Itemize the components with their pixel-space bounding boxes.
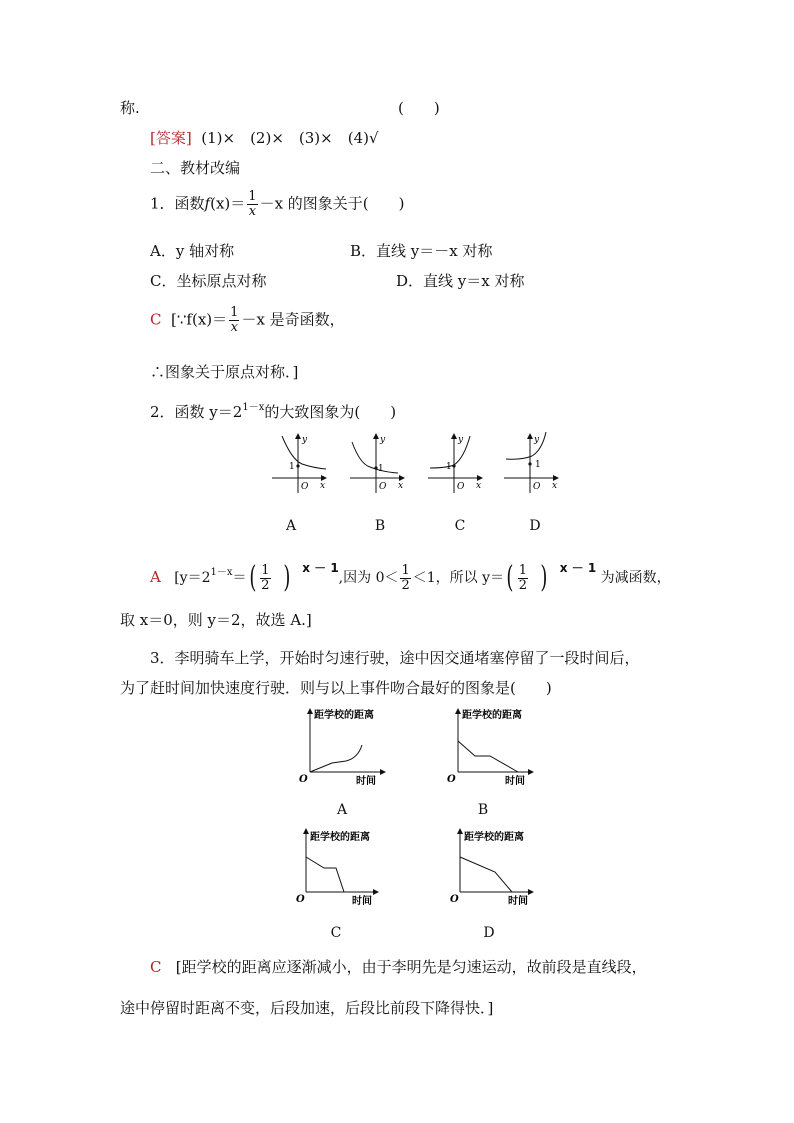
q2-graph-b [350,434,404,493]
q2-exponent: 1－x [242,402,265,413]
q2-sol-exp2: x － 1 [302,561,339,575]
q3-b-origin: O [447,774,456,785]
q2-d-x-label: x [552,481,558,491]
q2-label-a: A [285,518,297,534]
q3-d-ylabel: 距学校的距离 [464,832,524,843]
q3-graph-c [296,829,378,907]
q3-d-xlabel: 时间 [508,896,528,907]
q1-fraction [247,190,257,219]
q1-solution [150,306,345,335]
q2-sol-half-3: $\frac{1}{2}$ [518,562,528,593]
q1-frac-den: x [248,204,257,219]
section-title: 二、教材改编 [150,159,241,177]
q3-graph-b [447,708,533,787]
q2-c-origin: O [457,482,465,492]
q3-label-b: B [477,802,489,818]
q3-label-a: A [336,802,348,818]
q2-number: 2．函数 y＝2 [150,403,243,421]
q2-c-one: 1 [446,462,452,472]
q1-number: 1．函数 [150,194,205,213]
q3-graph-a [299,708,385,787]
q2-solution-letter: A [150,568,161,586]
q3-solution-line2: 途中停留时距离不变，后段加速，后段比前段下降得快．] [120,999,494,1017]
q2-sol-exp: 1－x [210,567,233,578]
q1-sol-frac-den: x [230,320,238,335]
intro-text: 称. [120,99,140,117]
q2-d-one: 1 [535,460,541,470]
q2-b-y-label: y [380,435,386,445]
q2-sol-p1: [y＝2 [174,570,211,586]
q2-stem [150,398,396,422]
answer-items: (1)× (2)× (3)× (4)√ [201,129,379,147]
q2-b-x-label: x [398,481,404,491]
q2-sol-p5: 为减函数， [600,570,671,586]
q3-d-origin: O [450,894,459,905]
q3-solution-letter: C [150,958,162,976]
q2-c-y-label: y [458,435,464,445]
q3-solution-line1 [150,957,647,977]
q1-sol-post: －x 是奇函数， [241,310,345,329]
intro-answer-paren: ( ) [398,99,440,117]
q3-graph-d [450,829,533,907]
q3-c-xlabel: 时间 [352,896,372,907]
q2-a-y-label: y [302,435,308,445]
q2-a-one: 1 [289,462,295,472]
q2-a-x-label: x [320,481,326,491]
answer-label: [答案] [150,129,192,147]
q1-stem [150,190,405,219]
q2-sol-p3: ,因为 0＜ [338,570,399,586]
q2-d-origin: O [533,482,541,492]
q3-sol-text1: [距学校的距离应逐渐减小，由于李明先是匀速运动，故前段是直线段， [175,958,647,976]
q2-d-y-label: y [534,435,540,445]
q2-sol-half-1: $\frac{1}{2}$ [261,562,270,593]
q2-b-origin: O [379,482,387,492]
q1-option-b: B．直线 y＝－x 对称 [350,242,493,260]
q2-graph-c [428,434,482,493]
q3-a-origin: O [299,774,308,785]
q2-b-one: 1 [378,464,384,474]
q1-option-a: A．y 轴对称 [150,242,235,260]
q2-sol-p4: ＜1，所以 y＝ [412,570,505,586]
q1-frac-num: 1 [248,189,257,204]
q3-c-origin: O [296,894,305,905]
q3-b-xlabel: 时间 [505,776,525,787]
q2-solution: A [$y=2^{1-x}=$( $\frac{1}{2}$ ) x － 1,因为 0＜ $\frac{1}{2}$ ＜1，所以 y＝( $\frac{1}{2}$ ) x － 1 为减函数， [150,560,671,595]
q2-a-origin: O [301,482,309,492]
q3-a-ylabel: 距学校的距离 [314,710,374,721]
q3-label-d: D [483,925,495,941]
q1-option-d: D．直线 y＝x 对称 [396,272,525,290]
q2-c-x-label: x [476,481,482,491]
q3-a-xlabel: 时间 [356,776,376,787]
q1-arg: (x)＝ [210,194,246,213]
q3-c-ylabel: 距学校的距离 [310,832,370,843]
q1-option-c: C．坐标原点对称 [150,272,267,290]
q2-graphs [260,428,560,498]
q2-rest: 的大致图象为( ) [264,403,397,421]
q2-graph-d [504,432,558,493]
q3-label-c: C [330,925,342,941]
q2-sol-half-2: $\frac{1}{2}$ [401,562,410,593]
q3-b-ylabel: 距学校的距离 [462,710,522,721]
q2-graph-a [272,434,326,493]
q1-solution-letter: C [150,310,162,329]
q1-sol-fraction [229,306,239,335]
q2-sol-p2: ＝ [232,570,247,586]
answer-line [150,128,379,148]
q2-label-b: B [374,518,386,534]
q2-label-d: D [529,518,541,534]
q1-sol-frac-num: 1 [230,305,239,320]
q2-sol-exp2b: x － 1 [559,561,597,575]
q1-solution-line2: ∴图象关于原点对称．] [150,363,299,381]
q3-stem-line1: 3．李明骑车上学，开始时匀速行驶，途中因交通堵塞停留了一段时间后， [150,649,640,667]
q1-sol-pre: [∵f(x)＝ [171,310,228,329]
q1-rest: －x 的图象关于( ) [259,194,405,213]
q2-solution-line2: 取 x＝0，则 y＝2，故选 A.] [120,611,312,629]
q2-label-c: C [454,518,466,534]
q1-func: f [204,194,211,213]
q3-stem-line2: 为了赶时间加快速度行驶．则与以上事件吻合最好的图象是( ) [120,679,552,697]
